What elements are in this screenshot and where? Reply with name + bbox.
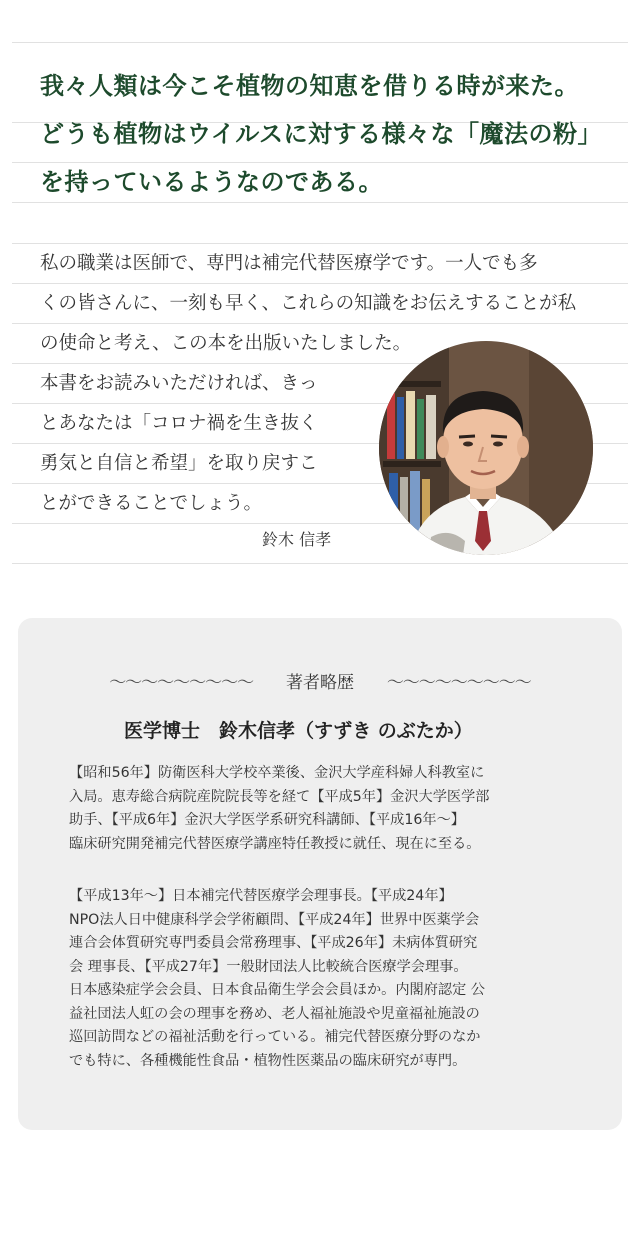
bio-line: NPO法人日中健康科学会学術顧問、【平成24年】世界中医薬学会 [69,911,480,928]
author-bio-card [18,618,622,1130]
intro-line: とができることでしょう。 [40,493,263,514]
headline-line: どうも植物はウイルスに対する様々な「魔法の粉」 [40,119,603,148]
bio-line: 【平成13年〜】日本補完代替医療学会理事長。【平成24年】 [69,888,453,904]
intro-line: とあなたは「コロナ禍を生き抜く [40,413,318,434]
intro-line: 本書をお読みいただければ、きっ [40,373,318,394]
author-name: 医学博士 鈴木信孝（すずき のぶたか） [124,720,473,742]
bio-heading-label: 著者略歴 [286,673,354,693]
intro-line: 勇気と自信と希望」を取り戻すこ [40,453,318,474]
author-signature: 鈴木 信孝 [262,530,332,549]
bio-line: 助手、【平成6年】金沢大学医学系研究科講師、【平成16年〜】 [69,812,465,828]
headline-line: を持っているようなのである。 [40,167,383,196]
bio-line: 会 理事長、【平成27年】一般財団法人比較統合医療学会理事。 [69,958,468,975]
bio-line: でも特に、各種機能性食品・植物性医薬品の臨床研究が専門。 [69,1052,467,1069]
wave-decoration: 〜〜〜〜〜〜〜〜〜 [109,673,254,693]
intro-line: くの皆さんに、一刻も早く、これらの知識をお伝えすることが私 [40,293,577,314]
bio-line: 【昭和56年】防衛医科大学校卒業後、金沢大学産科婦人科教室に [69,765,485,781]
bio-heading [18,668,622,693]
headline-line: 我々人類は今こそ植物の知恵を借りる時が来た。 [40,71,579,100]
bio-line: 臨床研究開発補完代替医療学講座特任教授に就任、現在に至る。 [69,835,481,852]
ruled-line [12,563,628,564]
bio-line: 巡回訪問などの福祉活動を行っている。補完代替医療分野のなか [69,1029,481,1045]
author-portrait [379,341,593,555]
bio-line: 益社団法人虹の会の理事を務め、老人福祉施設や児童福祉施設の [69,1005,480,1022]
ruled-line [12,42,628,43]
bio-line: 日本感染症学会会員、日本食品衛生学会会員ほか。内閣府認定 公 [69,982,485,998]
intro-line: の使命と考え、この本を出版いたしました。 [40,333,412,354]
intro-line: 私の職業は医師で、専門は補完代替医療学です。一人でも多 [40,253,538,274]
wave-decoration: 〜〜〜〜〜〜〜〜〜 [386,673,531,693]
bio-line: 入局。恵寿総合病院産院院長等を経て【平成5年】金沢大学医学部 [69,788,490,805]
headline [40,62,620,206]
bio-line: 連合会体質研究専門委員会常務理事、【平成26年】未病体質研究 [69,935,478,951]
bio-paragraph [69,762,599,856]
bio-paragraph [69,885,599,1073]
